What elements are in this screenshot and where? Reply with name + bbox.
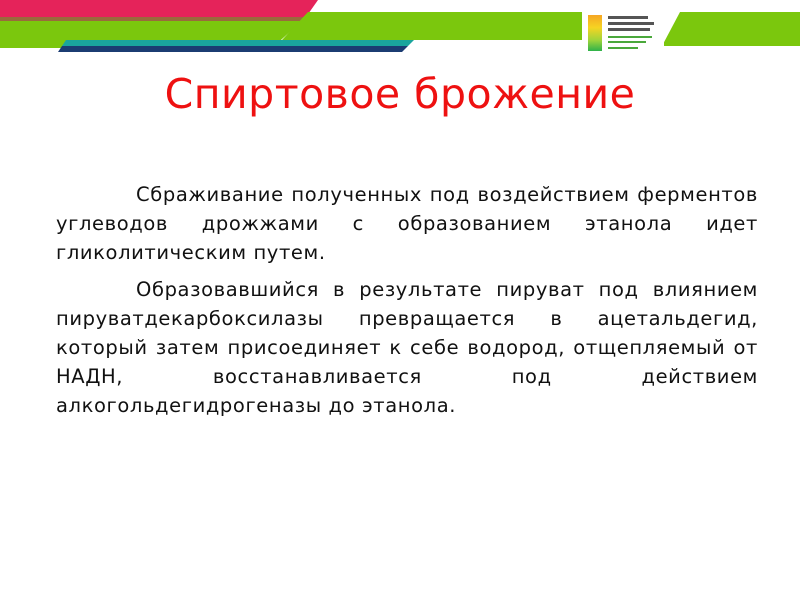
header-green-band-middle bbox=[282, 12, 588, 40]
header-brown-line bbox=[0, 17, 306, 21]
logo-line bbox=[608, 36, 652, 38]
header-decoration bbox=[0, 0, 800, 60]
university-logo bbox=[582, 11, 664, 57]
logo-line bbox=[608, 28, 650, 31]
paragraph-1: Сбраживание полученных под воздействием ферментов углеводов дрожжами с образованием этанола идет гликолитическим путем. bbox=[56, 183, 758, 264]
logo-line bbox=[608, 47, 638, 49]
slide-title: Спиртовое брожение bbox=[164, 70, 636, 118]
header-navy-accent bbox=[58, 46, 408, 52]
slide-body bbox=[56, 180, 758, 428]
header-teal-accent bbox=[62, 40, 414, 46]
header-green-band-right bbox=[662, 12, 800, 46]
logo-mark-icon bbox=[588, 15, 602, 51]
paragraph-2: Образовавшийся в результате пируват под влиянием пируватдекарбоксилазы превращается в ацетальдегид, который затем присоединяет к себе водород, отщепляемый от НАДН, восстанавливается под действием алкогольдегидрогеназы до этанола. bbox=[56, 278, 758, 417]
logo-line bbox=[608, 41, 646, 43]
header-pink-bar bbox=[0, 0, 318, 17]
logo-line bbox=[608, 22, 654, 25]
logo-line bbox=[608, 16, 648, 19]
